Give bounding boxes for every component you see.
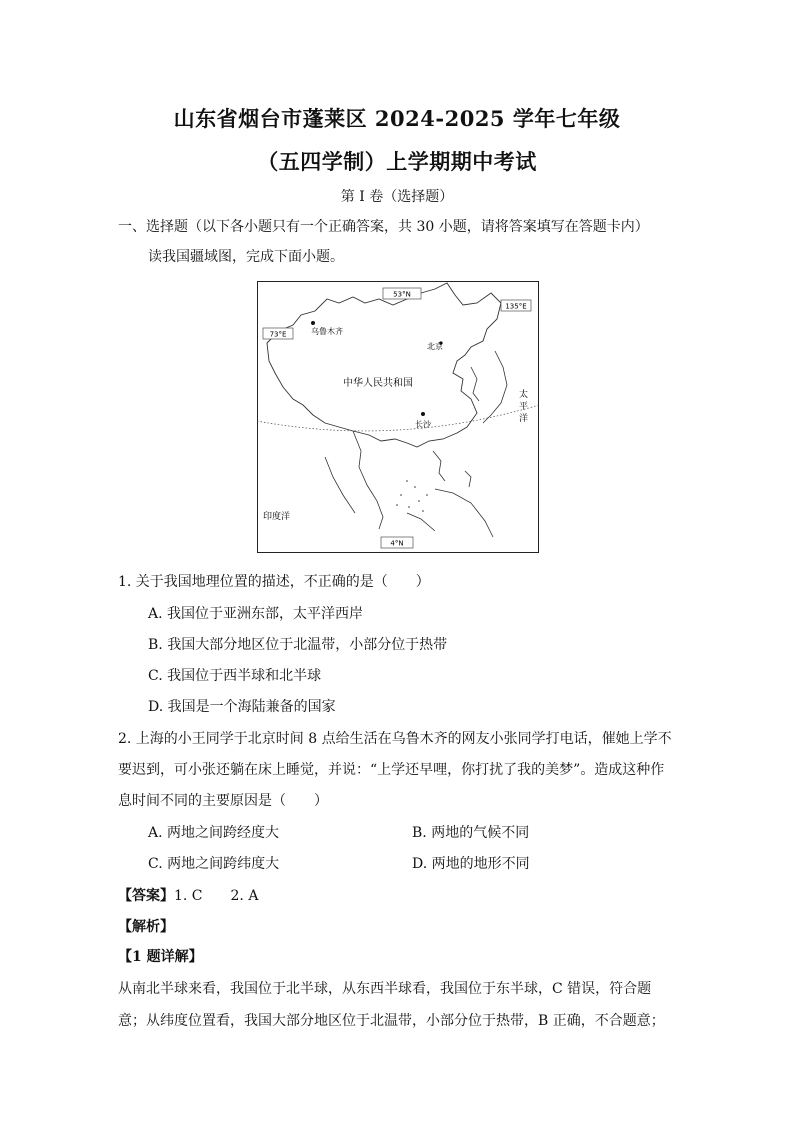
changsha-marker (421, 412, 425, 416)
pacific-label-char3: 洋 (519, 414, 529, 424)
prc-label: 中华人民共和国 (343, 378, 413, 389)
question-1-option-a[interactable]: A. 我国位于亚洲东部，太平洋西岸 (148, 606, 364, 622)
south-extreme-label: 4°N (390, 539, 404, 548)
answer-row (118, 885, 258, 905)
exam-title-line2: （五四学制）上学期期中考试 (257, 149, 537, 174)
question-2-stem-line2: 要迟到，可小张还躺在床上睡觉，并说：“上学还早哩，你打扰了我的美梦”。造成这种作 (118, 762, 665, 778)
question-1-option-c[interactable]: C. 我国位于西半球和北半球 (148, 668, 322, 684)
question-2-stem-line3: 息时间不同的主要原因是（ ） (118, 793, 328, 809)
beijing-label: 北京 (427, 342, 443, 351)
question-1-option-b[interactable]: B. 我国大部分地区位于北温带，小部分位于热带 (148, 637, 448, 653)
analysis-line2: 意；从纬度位置看，我国大部分地区位于北温带，小部分位于热带，B 正确，不合题意； (118, 1013, 665, 1029)
changsha-label: 长沙 (415, 420, 431, 429)
analysis-label: 【解析】 (118, 919, 174, 935)
section-intro: 读我国疆域图，完成下面小题。 (148, 249, 344, 265)
question-2-option-a[interactable]: A. 两地之间跨经度大 (148, 825, 280, 841)
question-2-option-b[interactable]: B. 两地的气候不同 (412, 825, 530, 841)
detail-1-label: 【1 题详解】 (118, 949, 203, 965)
urumqi-label: 乌鲁木齐 (311, 327, 343, 336)
east-extreme-label: 135°E (505, 302, 527, 311)
section-heading: 一、选择题（以下各小题只有一个正确答案，共 30 小题，请将答案填写在答题卡内） (118, 219, 649, 235)
question-2-stem-line1: 2. 上海的小王同学于北京时间 8 点给生活在乌鲁木齐的网友小张同学打电话，催她上学不 (118, 731, 672, 747)
question-1-stem: 1. 关于我国地理位置的描述，不正确的是（ ） (118, 574, 430, 590)
urumqi-marker (311, 321, 315, 325)
paper-volume-subtitle: 第 I 卷（选择题） (340, 189, 454, 205)
north-extreme-label: 53°N (393, 290, 411, 299)
answer-label: 【答案】 (118, 888, 174, 904)
china-territory-map (257, 281, 539, 553)
pacific-label-char1: 太 (519, 390, 529, 400)
analysis-line1: 从南北半球来看，我国位于北半球，从东西半球看，我国位于东半球，C 错误，符合题 (118, 981, 652, 997)
answer-text: 1. C 2. A (174, 888, 259, 904)
pacific-label-char2: 平 (519, 402, 529, 412)
exam-title-line1: 山东省烟台市蓬莱区 2024-2025 学年七年级 (173, 106, 621, 131)
west-extreme-label: 73°E (269, 330, 287, 339)
question-1-option-d[interactable]: D. 我国是一个海陆兼备的国家 (148, 699, 336, 715)
indian-ocean-label: 印度洋 (263, 512, 291, 522)
question-2-option-d[interactable]: D. 两地的地形不同 (412, 856, 530, 872)
question-2-option-c[interactable]: C. 两地之间跨纬度大 (148, 856, 280, 872)
